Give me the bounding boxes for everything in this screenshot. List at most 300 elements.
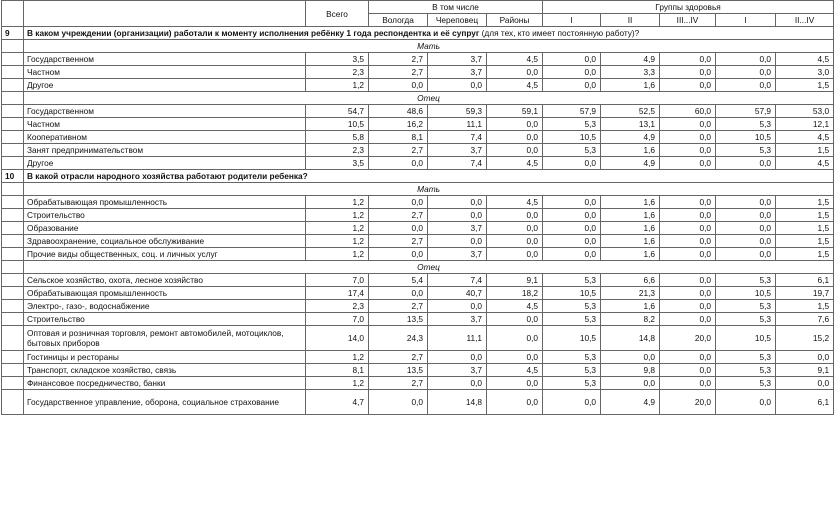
value-cell: 3,3 [601,66,660,79]
value-cell: 1,6 [601,300,660,313]
row-label: Финансовое посредничество, банки [24,377,306,390]
header-group-1: I [543,14,601,27]
value-cell: 10,5 [543,287,601,300]
value-cell: 0,0 [369,390,428,415]
value-cell: 14,8 [601,326,660,351]
value-cell: 0,0 [660,351,716,364]
value-cell: 0,0 [660,131,716,144]
value-cell: 17,4 [306,287,369,300]
value-cell: 4,5 [776,53,834,66]
table-row [2,313,834,326]
value-cell: 0,0 [660,222,716,235]
value-cell: 5,3 [543,351,601,364]
value-cell: 1,2 [306,196,369,209]
row-blank [2,351,24,364]
value-cell: 4,5 [487,364,543,377]
value-cell: 0,0 [487,209,543,222]
value-cell: 0,0 [543,222,601,235]
value-cell: 10,5 [716,287,776,300]
value-cell: 0,0 [369,222,428,235]
row-label: Гостиницы и рестораны [24,351,306,364]
value-cell: 5,4 [369,274,428,287]
value-cell: 19,7 [776,287,834,300]
value-cell: 1,2 [306,377,369,390]
row-blank [2,222,24,235]
value-cell: 13,5 [369,313,428,326]
header-group-4: I [716,14,776,27]
value-cell: 4,5 [487,79,543,92]
value-cell: 0,0 [716,390,776,415]
value-cell: 9,1 [487,274,543,287]
value-cell: 0,0 [487,131,543,144]
value-cell: 5,3 [716,377,776,390]
value-cell: 10,5 [543,326,601,351]
value-cell: 5,3 [716,144,776,157]
value-cell: 0,0 [428,79,487,92]
value-cell: 3,7 [428,364,487,377]
value-cell: 0,0 [660,209,716,222]
value-cell: 59,1 [487,105,543,118]
value-cell: 9,1 [776,364,834,377]
question-number: 9 [2,27,24,40]
value-cell: 10,5 [306,118,369,131]
value-cell: 0,0 [776,351,834,364]
value-cell: 5,3 [716,118,776,131]
row-label: Оптовая и розничная торговля, ремонт автомобилей, мотоциклов, бытовых приборов [24,326,306,351]
value-cell: 53,0 [776,105,834,118]
value-cell: 4,7 [306,390,369,415]
value-cell: 0,0 [543,235,601,248]
value-cell: 2,7 [369,377,428,390]
table-body [2,27,834,415]
value-cell: 10,5 [543,131,601,144]
row-blank [2,377,24,390]
value-cell: 0,0 [543,196,601,209]
value-cell: 0,0 [487,222,543,235]
table-row [2,196,834,209]
subgroup-title: Отец [24,261,834,274]
row-label: Государственном [24,53,306,66]
value-cell: 0,0 [487,66,543,79]
value-cell: 5,3 [543,118,601,131]
value-cell: 6,1 [776,390,834,415]
row-label: Строительство [24,209,306,222]
value-cell: 0,0 [369,79,428,92]
value-cell: 1,6 [601,248,660,261]
value-cell: 0,0 [543,248,601,261]
row-label: Прочие виды общественных, соц. и личных услуг [24,248,306,261]
subgroup-blank [2,92,24,105]
subgroup-row [2,183,834,196]
value-cell: 0,0 [369,196,428,209]
question-title: В какой отрасли народного хозяйства работают родители ребенка? [27,171,308,181]
value-cell: 8,1 [369,131,428,144]
row-blank [2,364,24,377]
value-cell: 2,3 [306,66,369,79]
value-cell: 0,0 [776,377,834,390]
value-cell: 0,0 [487,118,543,131]
value-cell: 0,0 [369,287,428,300]
row-blank [2,79,24,92]
value-cell: 0,0 [660,157,716,170]
value-cell: 1,6 [601,235,660,248]
header-group-5: II...IV [776,14,834,27]
value-cell: 4,9 [601,53,660,66]
row-label: Государственное управление, оборона, социальное страхование [24,390,306,415]
subgroup-row [2,261,834,274]
value-cell: 0,0 [428,351,487,364]
value-cell: 4,5 [776,131,834,144]
value-cell: 12,1 [776,118,834,131]
row-label: Транспорт, складское хозяйство, связь [24,364,306,377]
row-blank [2,326,24,351]
header-group-3: III...IV [660,14,716,27]
value-cell: 0,0 [487,144,543,157]
header-including: В том числе [369,1,543,14]
table-row [2,326,834,351]
row-blank [2,300,24,313]
value-cell: 0,0 [543,79,601,92]
value-cell: 20,0 [660,326,716,351]
value-cell: 10,5 [716,131,776,144]
value-cell: 3,7 [428,248,487,261]
value-cell: 1,6 [601,209,660,222]
value-cell: 0,0 [660,313,716,326]
row-blank [2,196,24,209]
question-number: 10 [2,170,24,183]
value-cell: 5,3 [716,351,776,364]
value-cell: 3,7 [428,53,487,66]
value-cell: 5,3 [716,313,776,326]
table-row [2,377,834,390]
value-cell: 2,7 [369,351,428,364]
value-cell: 0,0 [660,118,716,131]
table-row [2,274,834,287]
value-cell: 0,0 [543,390,601,415]
table-row [2,157,834,170]
value-cell: 3,7 [428,144,487,157]
row-label: Здравоохранение, социальное обслуживание [24,235,306,248]
value-cell: 7,4 [428,157,487,170]
value-cell: 5,8 [306,131,369,144]
value-cell: 4,5 [487,157,543,170]
value-cell: 7,4 [428,131,487,144]
value-cell: 0,0 [601,377,660,390]
value-cell: 0,0 [369,157,428,170]
value-cell: 14,8 [428,390,487,415]
value-cell: 9,8 [601,364,660,377]
value-cell: 0,0 [487,248,543,261]
value-cell: 59,3 [428,105,487,118]
value-cell: 6,6 [601,274,660,287]
value-cell: 0,0 [660,144,716,157]
row-label: Электро-, газо-, водоснабжение [24,300,306,313]
table-row [2,364,834,377]
value-cell: 0,0 [369,248,428,261]
row-blank [2,105,24,118]
value-cell: 0,0 [543,157,601,170]
value-cell: 0,0 [716,248,776,261]
value-cell: 4,5 [487,53,543,66]
row-blank [2,157,24,170]
value-cell: 8,2 [601,313,660,326]
row-blank [2,390,24,415]
value-cell: 1,6 [601,222,660,235]
value-cell: 14,0 [306,326,369,351]
table-row [2,144,834,157]
value-cell: 0,0 [428,209,487,222]
value-cell: 1,6 [601,144,660,157]
question-text [24,27,834,40]
value-cell: 15,2 [776,326,834,351]
value-cell: 40,7 [428,287,487,300]
value-cell: 1,2 [306,222,369,235]
value-cell: 0,0 [543,209,601,222]
value-cell: 1,5 [776,300,834,313]
value-cell: 0,0 [716,196,776,209]
value-cell: 1,5 [776,79,834,92]
value-cell: 6,1 [776,274,834,287]
value-cell: 1,2 [306,248,369,261]
value-cell: 52,5 [601,105,660,118]
subgroup-row [2,40,834,53]
value-cell: 16,2 [369,118,428,131]
value-cell: 0,0 [660,274,716,287]
row-label: Кооперативном [24,131,306,144]
value-cell: 5,3 [543,377,601,390]
value-cell: 0,0 [660,248,716,261]
subgroup-blank [2,40,24,53]
row-blank [2,144,24,157]
row-blank [2,287,24,300]
table-header [2,1,834,27]
row-label: Обрабатывающая промышленность [24,287,306,300]
subgroup-blank [2,261,24,274]
value-cell: 0,0 [716,53,776,66]
value-cell: 3,0 [776,66,834,79]
value-cell: 1,5 [776,209,834,222]
row-label: Государственном [24,105,306,118]
value-cell: 0,0 [660,53,716,66]
value-cell: 54,7 [306,105,369,118]
value-cell: 0,0 [660,196,716,209]
value-cell: 0,0 [660,235,716,248]
value-cell: 2,7 [369,144,428,157]
header-blank-num [2,1,24,27]
value-cell: 0,0 [428,377,487,390]
value-cell: 5,3 [543,364,601,377]
value-cell: 0,0 [428,235,487,248]
value-cell: 0,0 [716,157,776,170]
table-row [2,118,834,131]
value-cell: 0,0 [660,66,716,79]
row-label: Другое [24,157,306,170]
row-label: Занят предпринимательством [24,144,306,157]
value-cell: 0,0 [716,66,776,79]
value-cell: 0,0 [487,313,543,326]
value-cell: 5,3 [543,313,601,326]
table-row [2,222,834,235]
table-row [2,351,834,364]
value-cell: 0,0 [487,235,543,248]
value-cell: 0,0 [716,235,776,248]
row-label: Строительство [24,313,306,326]
value-cell: 5,3 [716,274,776,287]
value-cell: 5,3 [716,300,776,313]
value-cell: 0,0 [543,66,601,79]
question-text [24,170,834,183]
header-health-groups: Группы здоровья [543,1,834,14]
row-label: Образование [24,222,306,235]
value-cell: 2,7 [369,235,428,248]
row-blank [2,131,24,144]
value-cell: 60,0 [660,105,716,118]
value-cell: 1,6 [601,79,660,92]
value-cell: 11,1 [428,118,487,131]
row-blank [2,274,24,287]
value-cell: 1,2 [306,351,369,364]
subgroup-row [2,92,834,105]
question-note: (для тех, кто имеет постоянную работу)? [479,28,640,38]
value-cell: 0,0 [487,326,543,351]
value-cell: 2,3 [306,144,369,157]
table-row [2,105,834,118]
value-cell: 5,3 [543,144,601,157]
table-row [2,66,834,79]
value-cell: 4,5 [776,157,834,170]
value-cell: 0,0 [660,300,716,313]
row-blank [2,66,24,79]
value-cell: 2,7 [369,209,428,222]
value-cell: 7,4 [428,274,487,287]
value-cell: 0,0 [716,209,776,222]
question-row [2,170,834,183]
question-title: В каком учреждении (организации) работали к моменту исполнения ребёнку 1 года респондентка и её супруг [27,28,480,38]
statistics-table [1,0,834,415]
value-cell: 1,5 [776,248,834,261]
value-cell: 48,6 [369,105,428,118]
value-cell: 3,7 [428,222,487,235]
header-vologda: Вологда [369,14,428,27]
value-cell: 13,5 [369,364,428,377]
value-cell: 5,3 [543,300,601,313]
row-blank [2,248,24,261]
value-cell: 1,2 [306,209,369,222]
row-label: Сельское хозяйство, охота, лесное хозяйство [24,274,306,287]
value-cell: 0,0 [601,351,660,364]
value-cell: 3,5 [306,53,369,66]
value-cell: 1,5 [776,196,834,209]
value-cell: 18,2 [487,287,543,300]
header-districts: Районы [487,14,543,27]
value-cell: 0,0 [487,390,543,415]
table-row [2,79,834,92]
value-cell: 13,1 [601,118,660,131]
subgroup-title: Отец [24,92,834,105]
value-cell: 57,9 [716,105,776,118]
value-cell: 0,0 [428,196,487,209]
value-cell: 3,7 [428,313,487,326]
table-row [2,131,834,144]
value-cell: 3,5 [306,157,369,170]
row-blank [2,209,24,222]
table-row [2,390,834,415]
subgroup-title: Мать [24,40,834,53]
value-cell: 21,3 [601,287,660,300]
value-cell: 1,2 [306,79,369,92]
header-group-2: II [601,14,660,27]
row-blank [2,118,24,131]
value-cell: 57,9 [543,105,601,118]
table-row [2,53,834,66]
row-label: Частном [24,118,306,131]
row-blank [2,313,24,326]
row-label: Другое [24,79,306,92]
value-cell: 2,3 [306,300,369,313]
value-cell: 4,5 [487,196,543,209]
value-cell: 1,6 [601,196,660,209]
value-cell: 0,0 [487,351,543,364]
value-cell: 0,0 [428,300,487,313]
row-blank [2,53,24,66]
value-cell: 5,3 [543,274,601,287]
value-cell: 1,5 [776,235,834,248]
table-row [2,248,834,261]
header-total: Всего [306,1,369,27]
value-cell: 7,0 [306,274,369,287]
value-cell: 2,7 [369,53,428,66]
row-blank [2,235,24,248]
value-cell: 20,0 [660,390,716,415]
value-cell: 24,3 [369,326,428,351]
value-cell: 4,9 [601,131,660,144]
value-cell: 7,6 [776,313,834,326]
value-cell: 2,7 [369,66,428,79]
value-cell: 7,0 [306,313,369,326]
value-cell: 0,0 [716,79,776,92]
value-cell: 0,0 [543,53,601,66]
value-cell: 0,0 [660,79,716,92]
subgroup-title: Мать [24,183,834,196]
value-cell: 3,7 [428,66,487,79]
value-cell: 11,1 [428,326,487,351]
value-cell: 8,1 [306,364,369,377]
question-row [2,27,834,40]
subgroup-blank [2,183,24,196]
value-cell: 1,5 [776,222,834,235]
table-row [2,300,834,313]
value-cell: 2,7 [369,300,428,313]
table-row [2,235,834,248]
header-cherepovets: Череповец [428,14,487,27]
table-row [2,209,834,222]
value-cell: 5,3 [716,364,776,377]
value-cell: 0,0 [716,222,776,235]
header-blank-label [24,1,306,27]
value-cell: 0,0 [660,377,716,390]
value-cell: 0,0 [660,287,716,300]
value-cell: 4,5 [487,300,543,313]
row-label: Обрабатывающая промышленность [24,196,306,209]
value-cell: 4,9 [601,157,660,170]
value-cell: 10,5 [716,326,776,351]
table-row [2,287,834,300]
value-cell: 4,9 [601,390,660,415]
row-label: Частном [24,66,306,79]
value-cell: 0,0 [660,364,716,377]
value-cell: 1,5 [776,144,834,157]
value-cell: 0,0 [487,377,543,390]
